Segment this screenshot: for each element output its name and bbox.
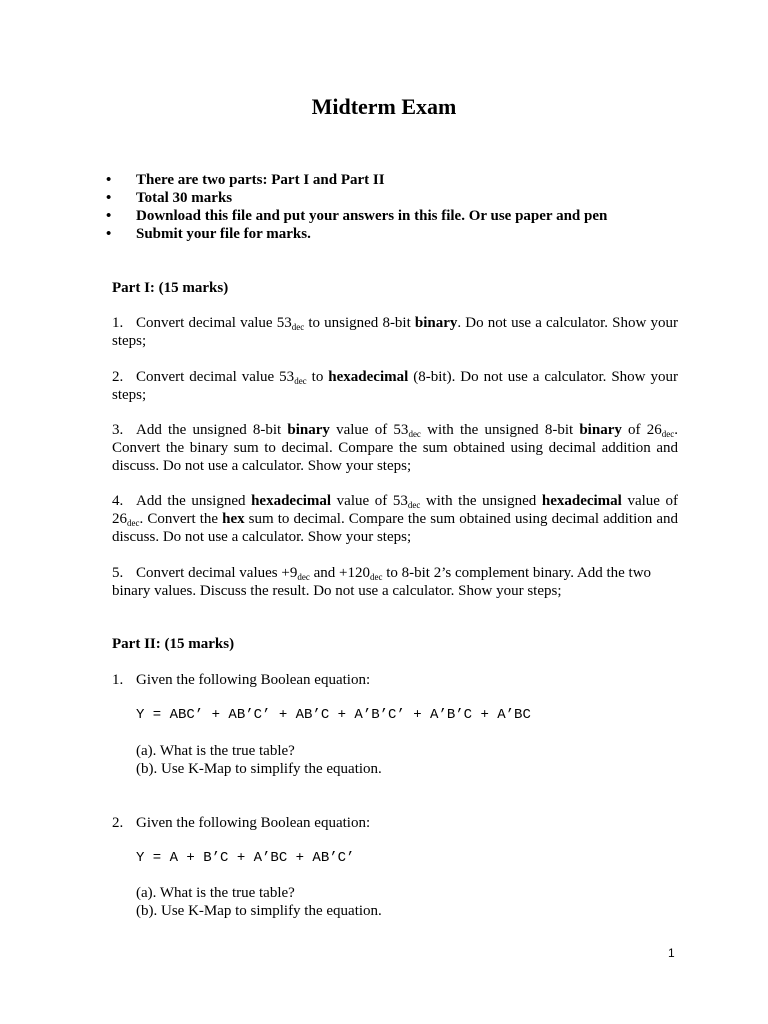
bullet-text: There are two parts: Part I and Part II <box>136 172 385 188</box>
boolean-equation: Y = A + B’C + A’BC + AB’C’ <box>136 850 355 866</box>
q-text: Convert decimal values +9 <box>136 565 298 581</box>
q-text: value of 53 <box>331 493 408 509</box>
list-item <box>106 189 607 207</box>
subscript: dec <box>661 429 675 439</box>
subscript: dec <box>408 429 421 439</box>
part2-question-2 <box>112 814 678 832</box>
q-text: Add the unsigned 8-bit <box>136 422 288 438</box>
bullet-icon: • <box>106 226 112 242</box>
part1-question-1 <box>112 314 678 350</box>
list-item <box>106 171 607 189</box>
q-text: Convert decimal value 53 <box>136 315 292 331</box>
bullet-icon: • <box>106 172 112 188</box>
subquestion-b: (b). Use K-Map to simplify the equation. <box>136 761 382 777</box>
bullet-icon: • <box>106 190 112 206</box>
q-text: value of 53 <box>329 422 409 438</box>
emphasis: hexadecimal <box>541 493 622 509</box>
part2-heading: Part II: (15 marks) <box>112 636 235 652</box>
q-text: with the unsigned <box>420 493 542 509</box>
q-text: with the unsigned 8-bit <box>420 422 580 438</box>
part1-question-3 <box>112 421 678 475</box>
part1-question-4 <box>112 492 678 546</box>
bullet-text: Total 30 marks <box>136 190 233 206</box>
question-number: 4. <box>112 493 124 509</box>
bullet-text: Submit your file for marks. <box>136 226 311 242</box>
q-text: sum to decimal. Compare the sum obtained using decimal addition and discuss. Do not use a calculator. Show your steps; <box>112 511 678 545</box>
boolean-equation: Y = ABC’ + AB’C’ + AB’C + A’B’C’ + A’B’C + A’BC <box>136 707 531 723</box>
q-text: . Do not use a calculator. Show your steps; <box>112 315 678 349</box>
q-text: Convert decimal value 53 <box>136 369 295 385</box>
q-text: Given the following Boolean equation: <box>136 815 371 831</box>
part1-question-2 <box>112 368 678 404</box>
subquestion-b: (b). Use K-Map to simplify the equation. <box>136 903 382 919</box>
q-text: and +120 <box>309 565 370 581</box>
page-number: 1 <box>668 946 675 960</box>
emphasis: binary <box>414 315 458 331</box>
q-text: value of 26 <box>112 493 679 527</box>
emphasis: hexadecimal <box>251 493 332 509</box>
subscript: dec <box>291 322 305 332</box>
emphasis: hexadecimal <box>328 369 409 385</box>
q-text: to <box>306 369 329 385</box>
question-number: 5. <box>112 565 124 581</box>
subscript: dec <box>127 518 140 528</box>
question-number: 2. <box>112 815 124 831</box>
q-text: Add the unsigned <box>136 493 252 509</box>
subquestion-a: (a). What is the true table? <box>136 885 295 901</box>
part2-question-1 <box>112 671 678 689</box>
emphasis: binary <box>579 422 622 438</box>
emphasis: binary <box>287 422 330 438</box>
bullet-text: Download this file and put your answers in this file. Or use paper and pen <box>136 208 608 224</box>
question-number: 1. <box>112 672 124 688</box>
part1-question-5 <box>112 564 678 600</box>
q-text: (8-bit). Do not use a calculator. Show your steps; <box>112 369 678 403</box>
bullet-icon: • <box>106 208 112 224</box>
subquestion-a: (a). What is the true table? <box>136 743 295 759</box>
list-item <box>106 207 608 225</box>
question-number: 1. <box>112 315 124 331</box>
question-number: 3. <box>112 422 124 438</box>
question-number: 2. <box>112 369 124 385</box>
q-text: . Convert the binary sum to decimal. Compare the sum obtained using decimal addition and discuss. Do not use a calculator. Show your steps; <box>112 422 678 474</box>
list-item <box>106 225 607 243</box>
subscript: dec <box>369 572 383 582</box>
emphasis: hex <box>222 511 245 527</box>
q-text: to unsigned 8-bit <box>304 315 415 331</box>
part1-heading: Part I: (15 marks) <box>112 280 229 296</box>
subscript: dec <box>407 500 421 510</box>
q-text: Given the following Boolean equation: <box>136 672 371 688</box>
q-text: to 8-bit 2’s complement binary. Add the two binary values. Discuss the result. Do not use a calculator. Show your steps; <box>112 565 652 599</box>
q-text: . Convert the <box>139 511 223 527</box>
q-text: of 26 <box>621 422 662 438</box>
subscript: dec <box>294 376 307 386</box>
instructions-list <box>106 171 608 243</box>
page-title: Midterm Exam <box>311 94 457 119</box>
subscript: dec <box>297 572 310 582</box>
